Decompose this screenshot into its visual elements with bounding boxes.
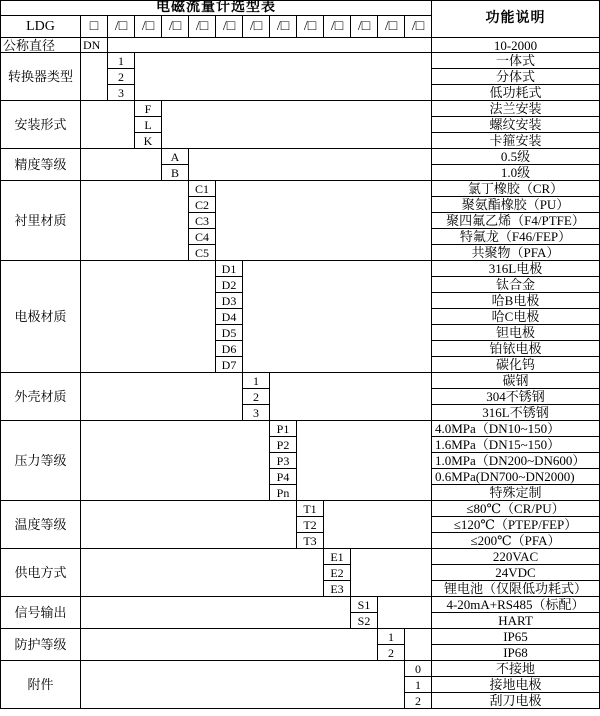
empty-cell xyxy=(216,181,432,261)
function-cell: 不接地 xyxy=(432,661,600,677)
code-cell: DN xyxy=(81,38,108,53)
model-slot-cell: /□ xyxy=(351,16,378,38)
section-label: 压力等级 xyxy=(1,421,81,501)
empty-cell xyxy=(108,38,432,53)
section-label: 附件 xyxy=(1,661,81,709)
code-cell: B xyxy=(162,165,189,181)
code-cell: F xyxy=(135,101,162,117)
code-cell: C3 xyxy=(189,213,216,229)
function-cell: 卡箍安装 xyxy=(432,133,600,149)
empty-cell xyxy=(162,101,432,149)
section-label: 温度等级 xyxy=(1,501,81,549)
function-cell: 碳钢 xyxy=(432,373,600,389)
model-slot-cell: /□ xyxy=(405,16,432,38)
code-cell: 3 xyxy=(108,85,135,101)
code-cell: 1 xyxy=(243,373,270,389)
model-box-cell: □ xyxy=(81,16,108,38)
function-cell: 316L电极 xyxy=(432,261,600,277)
code-cell: 1 xyxy=(378,629,405,645)
empty-cell xyxy=(81,629,378,661)
function-cell: 0.5级 xyxy=(432,149,600,165)
code-cell: A xyxy=(162,149,189,165)
code-cell: 2 xyxy=(108,69,135,85)
code-cell: Pn xyxy=(270,485,297,501)
function-cell: 0.6MPa(DN700~DN2000) xyxy=(432,469,600,485)
function-cell: 碳化钨 xyxy=(432,357,600,373)
model-slot-cell: /□ xyxy=(189,16,216,38)
function-cell: 钛合金 xyxy=(432,277,600,293)
function-cell: 24VDC xyxy=(432,565,600,581)
code-cell: D2 xyxy=(216,277,243,293)
section-label: 安装形式 xyxy=(1,101,81,149)
empty-cell xyxy=(81,421,270,501)
code-cell: L xyxy=(135,117,162,133)
function-cell: 4.0MPa（DN10~150） xyxy=(432,421,600,437)
function-cell: 接地电极 xyxy=(432,677,600,693)
model-slot-cell: /□ xyxy=(108,16,135,38)
empty-cell xyxy=(81,53,108,101)
code-cell: 3 xyxy=(243,405,270,421)
code-cell: K xyxy=(135,133,162,149)
empty-cell xyxy=(324,501,432,549)
code-cell: D1 xyxy=(216,261,243,277)
empty-cell xyxy=(81,149,162,181)
function-cell: 1.6MPa（DN15~150） xyxy=(432,437,600,453)
empty-cell xyxy=(297,421,432,501)
section-label: 公称直径 xyxy=(1,38,81,53)
empty-cell xyxy=(189,149,432,181)
function-column-header: 功能说明 xyxy=(432,1,600,38)
model-slot-cell: /□ xyxy=(216,16,243,38)
function-cell: 刮刀电极 xyxy=(432,693,600,709)
section-label: 防护等级 xyxy=(1,629,81,661)
section-label: 精度等级 xyxy=(1,149,81,181)
code-cell: P2 xyxy=(270,437,297,453)
code-cell: P4 xyxy=(270,469,297,485)
code-cell: D4 xyxy=(216,309,243,325)
function-cell: 聚四氟乙烯（F4/PTFE） xyxy=(432,213,600,229)
function-cell: HART xyxy=(432,613,600,629)
section-label: 衬里材质 xyxy=(1,181,81,261)
function-cell: 1.0级 xyxy=(432,165,600,181)
function-cell: ≤80℃（CR/PU） xyxy=(432,501,600,517)
code-cell: 2 xyxy=(243,389,270,405)
function-cell: 铂铱电极 xyxy=(432,341,600,357)
empty-cell xyxy=(135,53,432,101)
code-cell: 0 xyxy=(405,661,432,677)
code-cell: 2 xyxy=(378,645,405,661)
function-cell: 分体式 xyxy=(432,69,600,85)
section-label: 信号输出 xyxy=(1,597,81,629)
function-cell: 316L不锈钢 xyxy=(432,405,600,421)
function-cell: 哈B电极 xyxy=(432,293,600,309)
code-cell: S2 xyxy=(351,613,378,629)
function-cell: 10-2000 xyxy=(432,38,600,53)
empty-cell xyxy=(81,373,243,421)
function-cell: 螺纹安装 xyxy=(432,117,600,133)
code-cell: P3 xyxy=(270,453,297,469)
section-label: 电极材质 xyxy=(1,261,81,373)
function-cell: ≤120℃（PTEP/FEP） xyxy=(432,517,600,533)
function-cell: 4-20mA+RS485（标配） xyxy=(432,597,600,613)
code-cell: P1 xyxy=(270,421,297,437)
code-cell: C5 xyxy=(189,245,216,261)
empty-cell xyxy=(81,261,216,373)
code-cell: 2 xyxy=(405,693,432,709)
function-cell: 共聚物（PFA） xyxy=(432,245,600,261)
code-cell: E1 xyxy=(324,549,351,565)
function-cell: 氯丁橡胶（CR） xyxy=(432,181,600,197)
empty-cell xyxy=(81,181,189,261)
empty-cell xyxy=(378,597,432,629)
function-cell: 220VAC xyxy=(432,549,600,565)
function-cell: ≤200℃（PFA） xyxy=(432,533,600,549)
function-cell: 特氟龙（F46/FEP） xyxy=(432,229,600,245)
model-slot-cell: /□ xyxy=(243,16,270,38)
code-cell: 1 xyxy=(405,677,432,693)
function-cell: 一体式 xyxy=(432,53,600,69)
section-label: 转换器类型 xyxy=(1,53,81,101)
code-cell: D7 xyxy=(216,357,243,373)
code-cell: T3 xyxy=(297,533,324,549)
table-title: 电磁流量计选型表 xyxy=(1,1,432,16)
code-cell: E2 xyxy=(324,565,351,581)
model-slot-cell: /□ xyxy=(135,16,162,38)
code-cell: C2 xyxy=(189,197,216,213)
code-cell: S1 xyxy=(351,597,378,613)
model-slot-cell: /□ xyxy=(297,16,324,38)
code-cell: E3 xyxy=(324,581,351,597)
code-cell: D6 xyxy=(216,341,243,357)
code-cell: D3 xyxy=(216,293,243,309)
function-cell: 法兰安装 xyxy=(432,101,600,117)
code-cell: T1 xyxy=(297,501,324,517)
code-cell: 1 xyxy=(108,53,135,69)
function-cell: 特殊定制 xyxy=(432,485,600,501)
section-label: 外壳材质 xyxy=(1,373,81,421)
function-cell: 钽电极 xyxy=(432,325,600,341)
empty-cell xyxy=(81,549,324,597)
function-cell: 304不锈钢 xyxy=(432,389,600,405)
function-cell: IP68 xyxy=(432,645,600,661)
empty-cell xyxy=(351,549,432,597)
model-prefix-cell: LDG xyxy=(1,16,81,38)
function-cell: 锂电池（仅限低功耗式） xyxy=(432,581,600,597)
code-cell: C1 xyxy=(189,181,216,197)
model-slot-cell: /□ xyxy=(162,16,189,38)
empty-cell xyxy=(81,661,405,709)
section-label: 供电方式 xyxy=(1,549,81,597)
empty-cell xyxy=(270,373,432,421)
code-cell: T2 xyxy=(297,517,324,533)
function-cell: IP65 xyxy=(432,629,600,645)
code-cell: D5 xyxy=(216,325,243,341)
function-cell: 哈C电极 xyxy=(432,309,600,325)
code-cell: C4 xyxy=(189,229,216,245)
empty-cell xyxy=(81,501,297,549)
empty-cell xyxy=(405,629,432,661)
model-slot-cell: /□ xyxy=(378,16,405,38)
model-slot-cell: /□ xyxy=(270,16,297,38)
function-cell: 1.0MPa（DN200~DN600） xyxy=(432,453,600,469)
model-slot-cell: /□ xyxy=(324,16,351,38)
empty-cell xyxy=(81,101,135,149)
function-cell: 低功耗式 xyxy=(432,85,600,101)
empty-cell xyxy=(243,261,432,373)
function-cell: 聚氨酯橡胶（PU） xyxy=(432,197,600,213)
empty-cell xyxy=(81,597,351,629)
